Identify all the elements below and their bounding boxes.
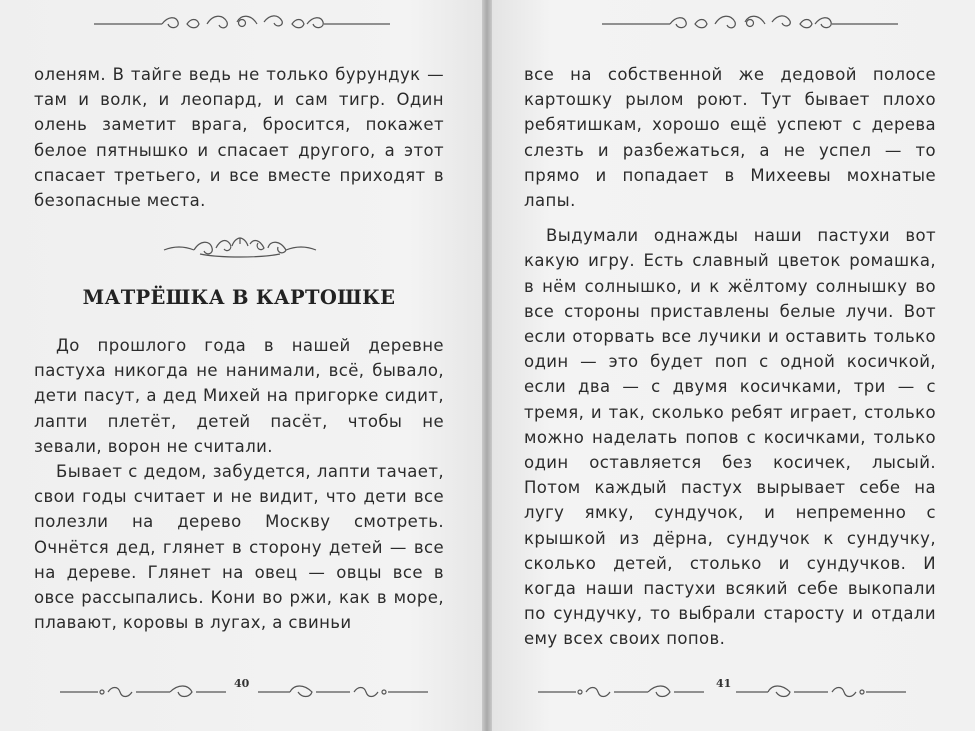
scroll-divider-ornament — [160, 234, 320, 262]
chapter-heading: МАТРЁШКА В КАРТОШКЕ — [82, 286, 396, 309]
left-paragraph-top: оленям. В тайге ведь не только бурундук — там и волк, и леопард, и сам тигр. Один олень заметит врага, бросится, покажет белое пятнышко и спасает другого, а этот спасает третьего, и все вместе приходят в безопасные места. — [34, 65, 444, 211]
left-paragraph-2: Бывает с дедом, забудется, лапти тачает, свои годы считает и не видит, что дети все полезли на дерево Москву смотреть. Очнётся дед, глянет в сторону детей — все на дереве. Глянет на овец — овцы все в овсе рассыпались. Кони во ржи, как в море, плавают, коровы в лугах, а свиньи — [34, 462, 444, 633]
left-page — [0, 0, 482, 731]
top-flourish-ornament — [600, 12, 900, 34]
page-number-right: 41 — [716, 677, 732, 690]
right-paragraph-top: все на собственной же дедовой полосе картошку рылом роют. Тут бывает плохо ребятишкам, хорошо ещё успеют с дерева слезть и разбежаться, а не успел — то прямо и попадает в Михеевы мохнатые лапы. — [524, 65, 936, 211]
right-paragraph-1: Выдумали однажды наши пастухи вот какую игру. Есть славный цветок ромашка, в нём солнышко, и к жёлтому солнышку во все стороны приставлены белые лучи. Вот если оторвать все лучики и оставить только один — это будет поп с одной косичкой, если два — с двумя косичками, три — с тремя, и так, сколько ребят играет, столько можно наделать попов с косичками, только один оставляется без косичек, лысый. Потом каждый пастух вырывает себе на лугу ямку, сундучок, и непременно с крышкой из дёрна, сундучок к сундучку, сколько детей, столько и сундучков. И когда наши пастухи всякий себе выкопали по сундучку, то выбрали старосту и отдали ему всех своих попов. — [524, 226, 936, 649]
right-text-main — [524, 62, 936, 652]
book-gutter — [482, 0, 492, 731]
right-page — [492, 0, 975, 731]
left-paragraph-1: До прошлого года в нашей деревне пастуха никогда не нанимали, всё, бывало, дети пасут, а дед Михей на пригорке сидит, лапти плетёт, детей пасёт, чтобы не зевали, ворон не считали. — [34, 336, 444, 456]
top-flourish-ornament — [92, 12, 392, 34]
page-number-left: 40 — [234, 677, 250, 690]
left-text-top — [34, 62, 444, 213]
left-text-main — [34, 333, 444, 635]
